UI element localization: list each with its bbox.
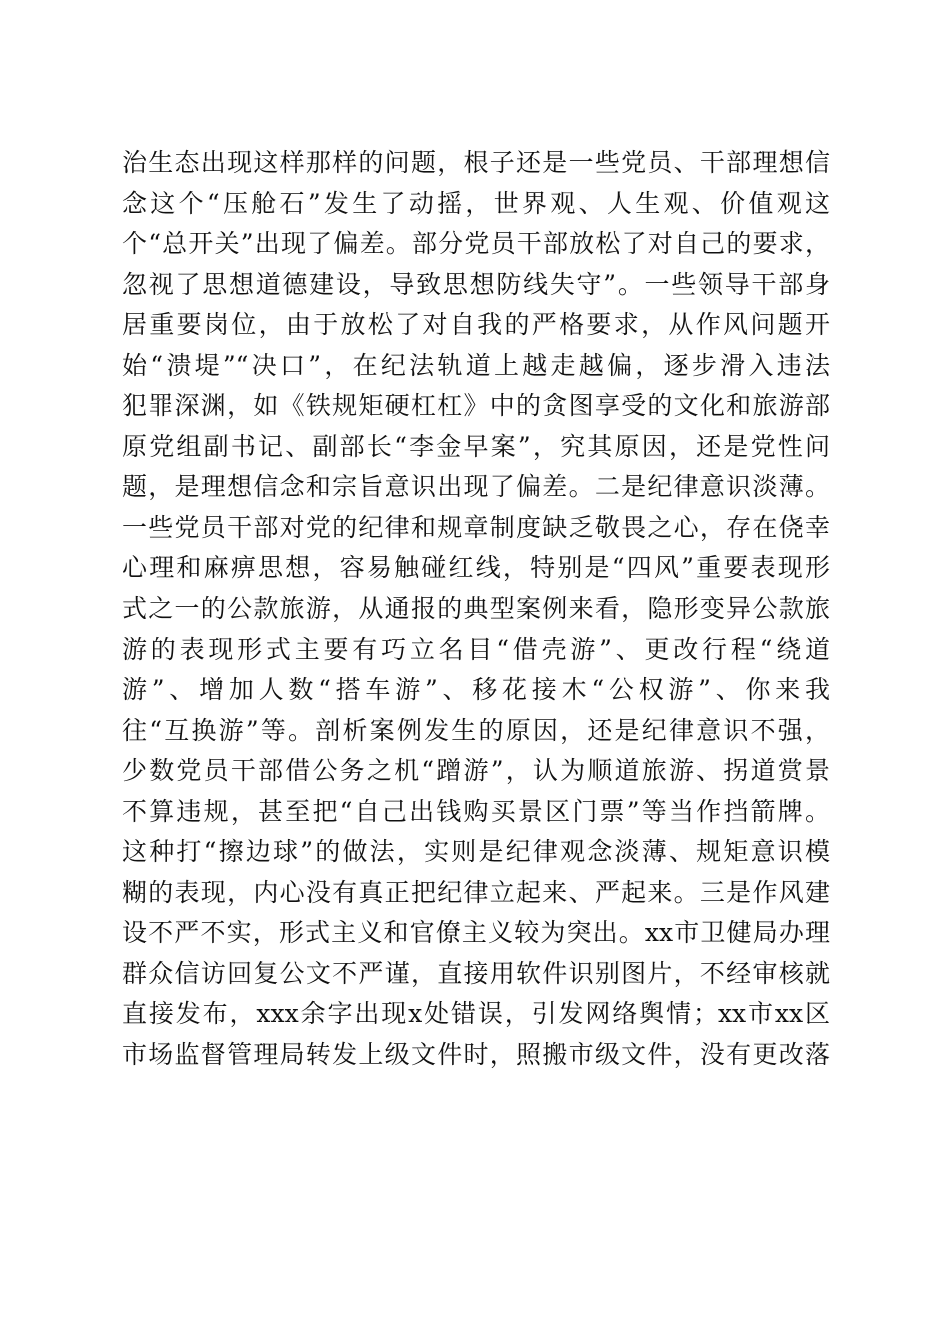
text-line: 游的表现形式主要有巧立名目“借壳游”、更改行程“绕道 [122,634,830,664]
text-line: 犯罪深渊，如《铁规矩硬杠杠》中的贪图享受的文化和旅游部 [122,391,830,421]
text-line: 忽视了思想道德建设，导致思想防线失守”。一些领导干部身 [122,269,830,299]
text-line: 设不严不实，形式主义和官僚主义较为突出。xx市卫健局办理 [122,918,830,948]
text-line: 直接发布，xxx余字出现x处错误，引发网络舆情；xx市xx区 [122,999,830,1029]
text-line: 糊的表现，内心没有真正把纪律立起来、严起来。三是作风建 [122,877,830,907]
text-line: 式之一的公款旅游，从通报的典型案例来看，隐形变异公款旅 [122,594,830,624]
text-line: 念这个“压舱石”发生了动摇，世界观、人生观、价值观这 [122,188,830,218]
text-line: 治生态出现这样那样的问题，根子还是一些党员、干部理想信 [122,148,830,177]
body-text [122,143,830,1076]
text-line: 个“总开关”出现了偏差。部分党员干部放松了对自己的要求， [122,229,830,259]
text-line: 市场监督管理局转发上级文件时，照搬市级文件，没有更改落 [122,1040,830,1070]
text-line: 居重要岗位，由于放松了对自我的严格要求，从作风问题开 [122,310,830,340]
text-line: 不算违规，甚至把“自己出钱购买景区门票”等当作挡箭牌。 [122,796,830,826]
text-line: 往“互换游”等。剖析案例发生的原因，还是纪律意识不强， [122,715,830,745]
text-line: 心理和麻痹思想，容易触碰红线，特别是“四风”重要表现形 [122,553,830,583]
text-line: 一些党员干部对党的纪律和规章制度缺乏敬畏之心，存在侥幸 [122,512,830,542]
text-line: 游”、增加人数“搭车游”、移花接木“公权游”、你来我 [122,675,830,705]
text-line: 题，是理想信念和宗旨意识出现了偏差。二是纪律意识淡薄。 [122,472,830,502]
text-line: 少数党员干部借公务之机“蹭游”，认为顺道旅游、拐道赏景 [122,756,830,786]
text-line: 群众信访回复公文不严谨，直接用软件识别图片，不经审核就 [122,958,830,988]
text-line: 始“溃堤”“决口”，在纪法轨道上越走越偏，逐步滑入违法 [122,350,830,380]
text-line: 原党组副书记、副部长“李金早案”，究其原因，还是党性问 [122,431,830,461]
text-line: 这种打“擦边球”的做法，实则是纪律观念淡薄、规矩意识模 [122,837,830,867]
